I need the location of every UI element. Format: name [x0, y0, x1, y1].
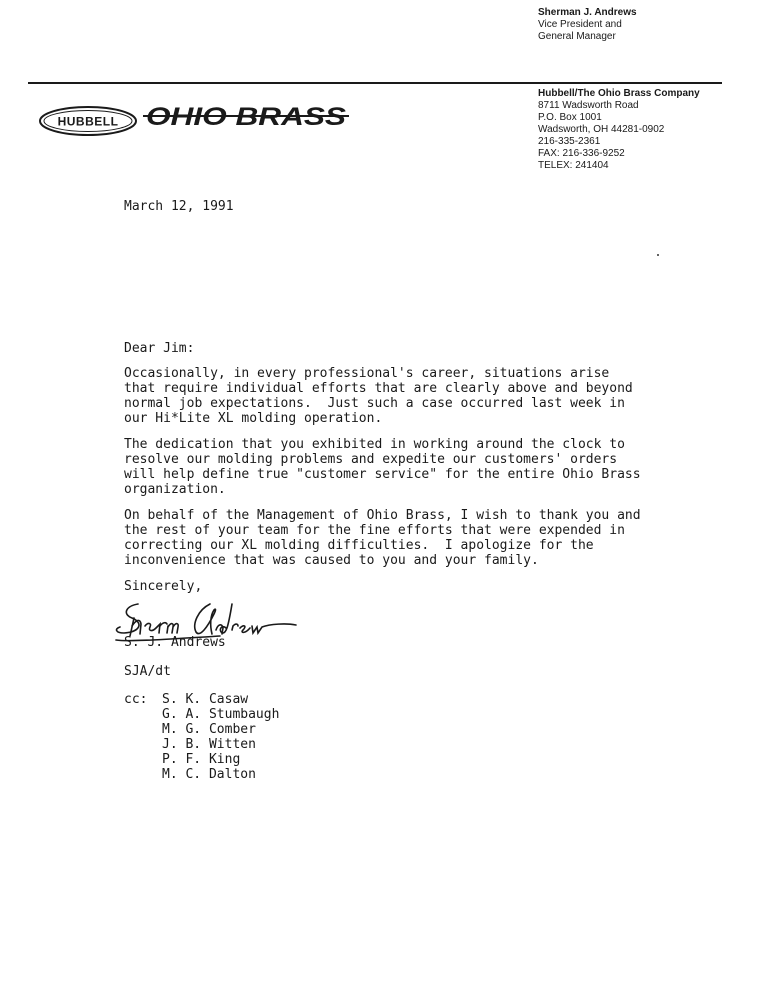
- sender-block: [538, 7, 637, 43]
- cc-list: S. K. Casaw G. A. Stumbaugh M. G. Comber J. B. Witten P. F. King M. C. Dalton: [162, 692, 280, 782]
- letterhead-rule: [28, 82, 722, 84]
- closing: Sincerely,: [124, 579, 203, 594]
- ohio-brass-logo: [143, 100, 355, 138]
- sender-name: Sherman J. Andrews: [538, 7, 637, 18]
- company-phone: 216-335-2361: [538, 136, 601, 147]
- hubbell-logo-text: HUBBELL: [57, 114, 119, 129]
- paragraph-1: Occasionally, in every professional's career, situations arise that require individual efforts that are clearly above and beyond normal job expectations. Just such a case occurred last week in our Hi*Lite XL molding operation.: [124, 366, 633, 426]
- signer-name: S. J. Andrews: [124, 635, 226, 650]
- sender-title-line1: Vice President and: [538, 19, 622, 30]
- company-address1: 8711 Wadsworth Road: [538, 100, 639, 111]
- ohio-brass-logo-text: OHIO BRASS: [146, 103, 347, 131]
- typist-initials: SJA/dt: [124, 664, 171, 679]
- hubbell-logo: [38, 104, 138, 142]
- cc-label: cc:: [124, 692, 148, 707]
- company-telex: TELEX: 241404: [538, 160, 609, 171]
- salutation: Dear Jim:: [124, 341, 195, 356]
- company-address2: P.O. Box 1001: [538, 112, 602, 123]
- company-address: [538, 88, 700, 172]
- paragraph-2: The dedication that you exhibited in working around the clock to resolve our molding problems and expedite our customers' orders will help define true "customer service" for the entire Ohio Brass organization.: [124, 437, 641, 497]
- sender-title-line2: General Manager: [538, 31, 616, 42]
- company-name: Hubbell/The Ohio Brass Company: [538, 88, 700, 99]
- company-fax: FAX: 216-336-9252: [538, 148, 625, 159]
- paragraph-3: On behalf of the Management of Ohio Brass, I wish to thank you and the rest of your team for the fine efforts that were expended in correcting our XL molding difficulties. I apologize for the inconvenience that was caused to you and your family.: [124, 508, 641, 568]
- scan-speck: [657, 254, 659, 256]
- letter-date: March 12, 1991: [124, 199, 234, 214]
- company-city: Wadsworth, OH 44281-0902: [538, 124, 665, 135]
